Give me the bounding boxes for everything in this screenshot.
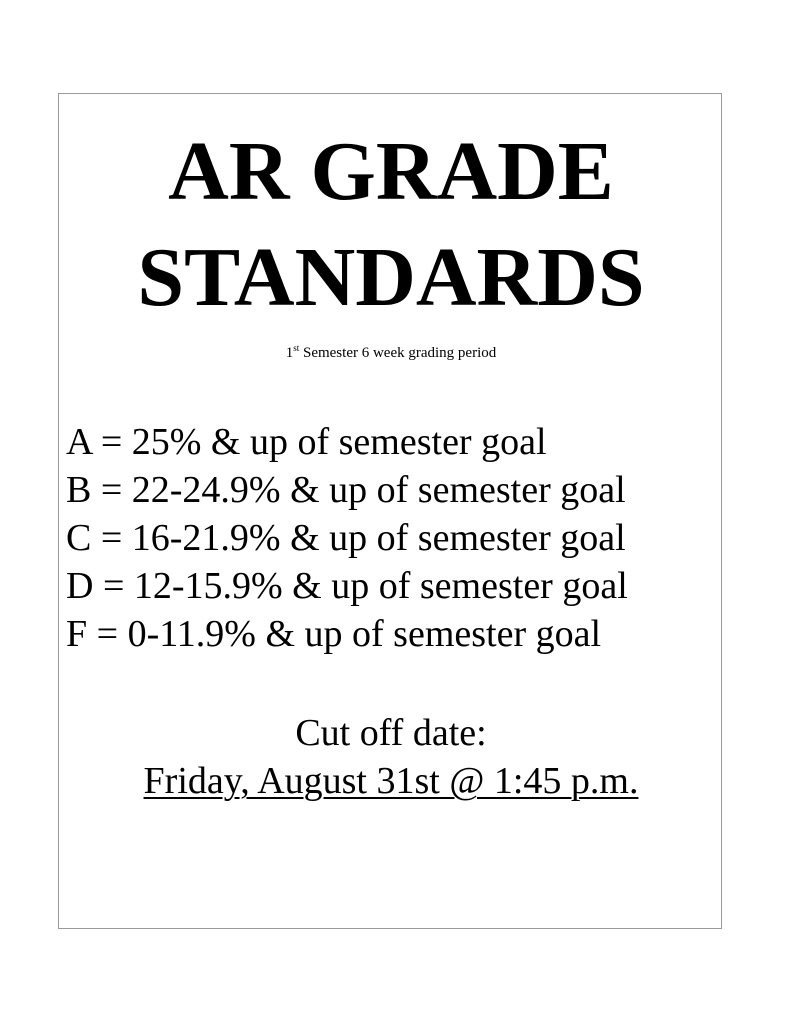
document-frame (58, 93, 722, 929)
subtitle-text: Semester 6 week grading period (299, 345, 497, 361)
subtitle (59, 344, 723, 361)
grade-b: B = 22-24.9% & up of semester goal (66, 469, 626, 511)
subtitle-ordinal-number: 1 (285, 345, 294, 361)
cutoff-date (59, 762, 723, 800)
cutoff-date-text: Friday, August 31st @ 1:45 p.m. (143, 760, 639, 802)
grade-list (66, 418, 628, 658)
title-line-1: AR GRADE (168, 125, 614, 218)
cutoff-label: Cut off date: (295, 712, 487, 754)
grade-a: A = 25% & up of semester goal (66, 421, 547, 463)
grade-d: D = 12-15.9% & up of semester goal (66, 565, 628, 607)
title-line-2: STANDARDS (137, 231, 645, 324)
grade-c: C = 16-21.9% & up of semester goal (66, 517, 626, 559)
grade-f: F = 0-11.9% & up of semester goal (66, 613, 602, 655)
subtitle-ordinal-suffix: st (293, 343, 300, 353)
